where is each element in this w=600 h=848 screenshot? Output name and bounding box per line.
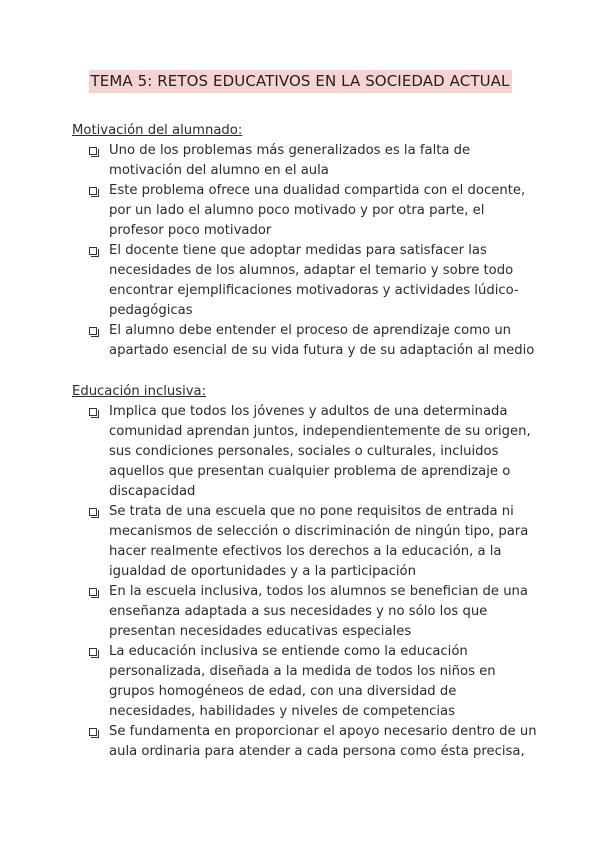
bullet-list <box>72 402 537 762</box>
list-item-text: En la escuela inclusiva, todos los alumnos se benefician de una enseñanza adaptada a sus necesidades y no sólo los que presentan necesidades educativas especiales <box>109 584 528 639</box>
checkbox-bullet-icon <box>89 508 97 516</box>
checkbox-bullet-icon <box>89 728 97 736</box>
list-item-text: El alumno debe entender el proceso de aprendizaje como un apartado esencial de su vida futura y de su adaptación al medio <box>109 323 535 358</box>
list-item-text: Implica que todos los jóvenes y adultos de una determinada comunidad aprendan juntos, independientemente de su origen, sus condiciones personales, sociales o culturales, incluidos aquellos que presentan cualquier problema de aprendizaje o discapacidad <box>109 404 531 499</box>
list-item <box>72 141 537 181</box>
list-item-text: El docente tiene que adoptar medidas para satisfacer las necesidades de los alumnos, adaptar el temario y sobre todo encontrar ejemplificaciones motivadoras y actividades lúdico-pedagógicas <box>109 243 519 318</box>
list-item-text: La educación inclusiva se entiende como la educación personalizada, diseñada a la medida de todos los niños en grupos homogéneos de edad, con una diversidad de necesidades, habilidades y niveles de competencias <box>109 644 496 719</box>
list-item <box>72 402 537 502</box>
checkbox-bullet-icon <box>89 588 97 596</box>
checkbox-bullet-icon <box>89 648 97 656</box>
section-heading: Motivación del alumnado: <box>72 123 243 138</box>
list-item <box>72 241 537 321</box>
list-item <box>72 321 537 361</box>
list-item <box>72 502 537 582</box>
checkbox-bullet-icon <box>89 327 97 335</box>
list-item-text: Uno de los problemas más generalizados es la falta de motivación del alumno en el aula <box>109 143 471 178</box>
list-item-text: Se trata de una escuela que no pone requisitos de entrada ni mecanismos de selección o discriminación de ningún tipo, para hacer realmente efectivos los derechos a la educación, a la igualdad de oportunidades y a la participación <box>109 504 529 579</box>
list-item <box>72 582 537 642</box>
section-educacion-inclusiva <box>72 382 537 762</box>
checkbox-bullet-icon <box>89 147 97 155</box>
checkbox-bullet-icon <box>89 247 97 255</box>
list-item <box>72 181 537 241</box>
title-wrap <box>0 70 600 93</box>
list-item <box>72 722 537 762</box>
list-item-text: Este problema ofrece una dualidad compartida con el docente, por un lado el alumno poco motivado y por otra parte, el profesor poco motivador <box>109 183 526 238</box>
bullet-list <box>72 141 537 361</box>
section-motivacion <box>72 121 537 361</box>
section-heading: Educación inclusiva: <box>72 384 207 399</box>
checkbox-bullet-icon <box>89 187 97 195</box>
list-item-text: Se fundamenta en proporcionar el apoyo necesario dentro de un aula ordinaria para atender a cada persona como ésta precisa, <box>109 724 537 759</box>
document-title: TEMA 5: RETOS EDUCATIVOS EN LA SOCIEDAD ACTUAL <box>89 70 512 93</box>
checkbox-bullet-icon <box>89 408 97 416</box>
list-item <box>72 642 537 722</box>
